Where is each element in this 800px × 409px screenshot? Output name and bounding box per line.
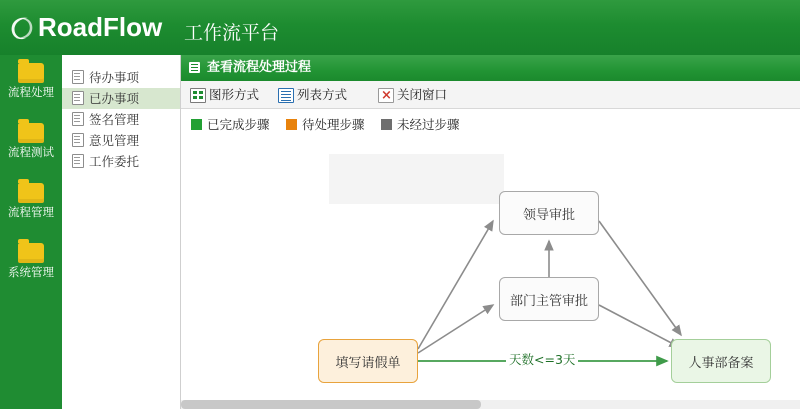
legend bbox=[181, 109, 800, 139]
scrollbar-thumb[interactable] bbox=[181, 400, 481, 409]
horizontal-scrollbar[interactable] bbox=[181, 400, 800, 409]
document-icon bbox=[72, 70, 84, 84]
tree-item-label: 签名管理 bbox=[89, 112, 140, 127]
graphic-view-label: 图形方式 bbox=[209, 87, 260, 102]
legend-item-notpassed bbox=[381, 118, 460, 131]
toolbar bbox=[181, 81, 800, 109]
sidebar-item-flow-manage[interactable] bbox=[0, 175, 62, 235]
tree-item-opinion[interactable] bbox=[62, 130, 180, 151]
app-subtitle: 工作流平台 bbox=[184, 22, 280, 44]
folder-icon bbox=[18, 123, 44, 143]
node-dept-manager-approval-label: 部门主管审批 bbox=[509, 293, 588, 309]
tree-item-label: 已办事项 bbox=[89, 91, 140, 106]
legend-label-notpassed: 未经过步骤 bbox=[397, 117, 460, 132]
sidebar-nav bbox=[0, 55, 62, 409]
legend-swatch-pending bbox=[286, 119, 297, 130]
close-window-label: 关闭窗口 bbox=[397, 87, 448, 102]
node-hr-filing-label: 人事部备案 bbox=[688, 355, 754, 371]
document-icon bbox=[72, 91, 84, 105]
document-icon bbox=[72, 133, 84, 147]
document-icon bbox=[72, 154, 84, 168]
tree-item-label: 工作委托 bbox=[89, 154, 140, 169]
edge-label-days: 天数<=3天 bbox=[506, 350, 578, 368]
swirl-logo-icon bbox=[8, 14, 36, 42]
legend-label-completed: 已完成步骤 bbox=[207, 117, 270, 132]
folder-icon bbox=[18, 183, 44, 203]
node-leader-approval-label: 领导审批 bbox=[522, 207, 575, 223]
brand-flow: Flow bbox=[103, 12, 163, 42]
sidebar-item-label: 系统管理 bbox=[8, 265, 54, 279]
legend-item-completed bbox=[191, 118, 270, 131]
page-title bbox=[181, 55, 800, 81]
folder-icon bbox=[18, 243, 44, 263]
brand-title bbox=[38, 12, 162, 43]
legend-swatch-completed bbox=[191, 119, 202, 130]
sidebar-item-label: 流程管理 bbox=[8, 205, 54, 219]
list-view-button[interactable] bbox=[277, 85, 347, 104]
tree-item-done[interactable] bbox=[62, 88, 180, 109]
tree-item-signature[interactable] bbox=[62, 109, 180, 130]
tree-item-label: 意见管理 bbox=[89, 133, 140, 148]
tree-panel bbox=[62, 55, 181, 409]
page-title-text: 查看流程处理过程 bbox=[207, 60, 312, 75]
close-window-icon bbox=[378, 88, 394, 103]
node-hr-filing[interactable] bbox=[671, 339, 771, 383]
tree-spacer bbox=[62, 55, 180, 67]
sidebar-item-flow-test[interactable] bbox=[0, 115, 62, 175]
folder-icon bbox=[18, 63, 44, 83]
flow-diagram[interactable] bbox=[181, 139, 800, 409]
legend-label-pending: 待处理步骤 bbox=[302, 117, 365, 132]
close-window-button[interactable] bbox=[377, 85, 447, 104]
panel-icon bbox=[189, 62, 200, 73]
sidebar-item-label: 流程测试 bbox=[8, 145, 54, 159]
legend-item-pending bbox=[286, 118, 365, 131]
tree-item-label: 待办事项 bbox=[89, 70, 140, 85]
tree-item-delegate[interactable] bbox=[62, 151, 180, 172]
list-view-label: 列表方式 bbox=[297, 87, 348, 102]
legend-swatch-notpassed bbox=[381, 119, 392, 130]
sidebar-item-system-manage[interactable] bbox=[0, 235, 62, 295]
list-view-icon bbox=[278, 88, 294, 103]
brand-road: Road bbox=[38, 12, 103, 42]
node-leader-approval[interactable] bbox=[499, 191, 599, 235]
document-icon bbox=[72, 112, 84, 126]
content-panel bbox=[181, 55, 800, 409]
sidebar-item-label: 流程处理 bbox=[8, 85, 54, 99]
node-fill-leave-form[interactable] bbox=[318, 339, 418, 383]
app-header bbox=[0, 0, 800, 56]
node-dept-manager-approval[interactable] bbox=[499, 277, 599, 321]
node-fill-leave-form-label: 填写请假单 bbox=[335, 355, 401, 371]
tree-item-todo[interactable] bbox=[62, 67, 180, 88]
sidebar-item-flow-process[interactable] bbox=[0, 55, 62, 115]
graphic-view-button[interactable] bbox=[189, 85, 259, 104]
grid-view-icon bbox=[190, 88, 206, 103]
